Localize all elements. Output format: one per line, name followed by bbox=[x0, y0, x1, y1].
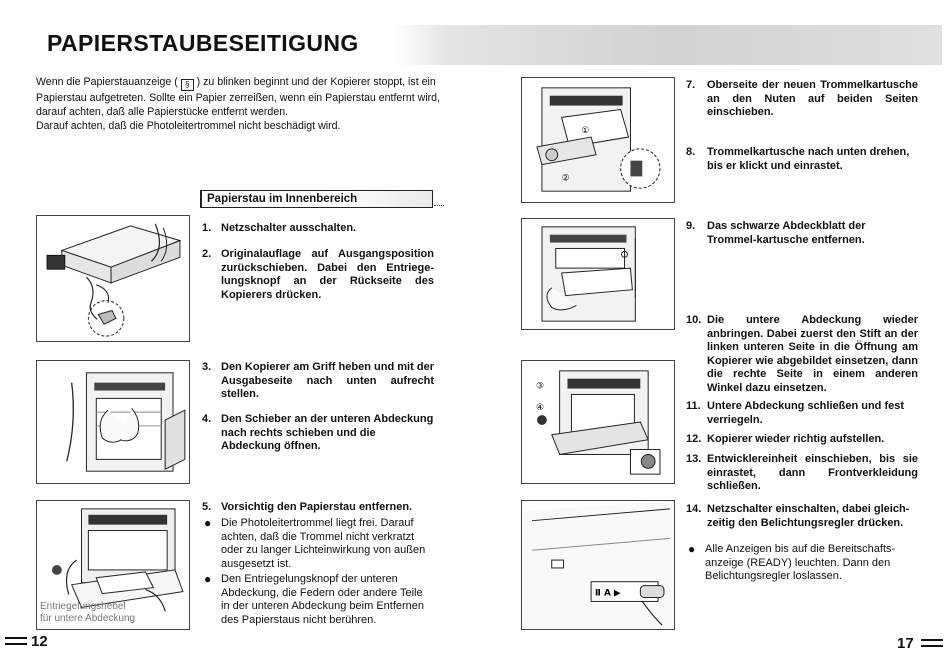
step-text: Den Kopierer am Griff heben und mit der Ausgabeseite nach unten aufrecht stellen. bbox=[221, 361, 434, 401]
step-7 bbox=[686, 79, 918, 120]
step-9 bbox=[686, 220, 918, 247]
section-title: Papierstau im Innenbereich bbox=[207, 193, 358, 205]
step-number: 2. bbox=[202, 248, 212, 260]
step-text: Entwicklereinheit einschieben, bis sie einrastet, dann Frontverkleidung schließen. bbox=[707, 453, 918, 493]
label-2: ② bbox=[561, 173, 570, 184]
caption-line-1: Entriegelungshebel bbox=[40, 601, 126, 612]
label-3: ③ bbox=[536, 381, 544, 392]
step-12 bbox=[686, 433, 918, 447]
step-number: 5. bbox=[202, 501, 212, 513]
cover-sheet-removal-illustration bbox=[522, 219, 674, 329]
step-text: Die untere Abdeckung wieder anbringen. Dabei zuerst den Stift an der linken unteren Seite in die Öffnung am Kopierer wie abgebildet einsetzen, dann die rechte Seite in einem anderen Winkel dazu einsetzen. bbox=[707, 314, 918, 394]
step-number: 7. bbox=[686, 79, 696, 91]
step-text: Oberseite der neuen Trommelkartusche an den Nuten auf beiden Seiten einschieben. bbox=[707, 79, 918, 119]
step-text: Trommelkartusche nach unten drehen, bis er klickt und einrastet. bbox=[707, 146, 910, 172]
step-2 bbox=[202, 248, 434, 302]
step-1 bbox=[202, 222, 432, 236]
step-8 bbox=[686, 146, 918, 173]
label-1: ① bbox=[581, 126, 590, 137]
step-14 bbox=[686, 503, 918, 530]
intro-text-start: Wenn die Papierstauanzeige ( bbox=[36, 76, 178, 88]
step-number: 14. bbox=[686, 503, 702, 515]
figure-step-10-13 bbox=[521, 360, 675, 484]
step-text: Originalauflage auf Ausgangsposition zurückschieben. Dabei den Entriege-lungsknopf an der Rückseite des Kopierers drücken. bbox=[221, 248, 434, 301]
figure-step-3-4 bbox=[36, 360, 190, 484]
intro-text-line2: Darauf achten, daß die Photoleitertrommel nicht beschädigt wird. bbox=[36, 120, 341, 132]
step-4 bbox=[202, 413, 434, 454]
intro-text-rest: ) zu blinken beginnt und der Kopierer stoppt, ist ein Papierstau aufgetreten. Sollte ein Papier zerreißen, wenn ein Papierstau entfernt wird, darauf achten, daß alle Papierstücke entfernt werden. bbox=[36, 76, 440, 118]
intro-paragraph bbox=[36, 75, 446, 133]
step-number: 1. bbox=[202, 222, 212, 234]
lower-cover-attach-illustration bbox=[522, 361, 674, 483]
step-number: 8. bbox=[686, 146, 696, 158]
bullet-ready-indicator bbox=[688, 543, 918, 584]
step-text: Den Schieber an der unteren Abdeckung nach rechts schieben und die Abdeckung öffnen. bbox=[221, 413, 434, 453]
step-text: Netzschalter einschalten, dabei gleich-zeitig den Belichtungsregler drücken. bbox=[707, 503, 910, 529]
copier-upright-illustration bbox=[37, 361, 189, 483]
figure-step-1-2 bbox=[36, 215, 190, 342]
paper-jam-indicator-icon: § bbox=[181, 79, 194, 91]
step-5 bbox=[202, 501, 434, 515]
step-number: 3. bbox=[202, 361, 212, 373]
drum-cartridge-insert-illustration bbox=[522, 78, 674, 202]
label-4: ④ bbox=[536, 403, 544, 414]
step-text: Kopierer wieder richtig aufstellen. bbox=[707, 433, 885, 445]
step-10 bbox=[686, 314, 918, 396]
step-13 bbox=[686, 453, 918, 494]
step-number: 12. bbox=[686, 433, 702, 445]
step-number: 13. bbox=[686, 453, 702, 465]
figure-step-9 bbox=[521, 218, 675, 330]
step-text: Untere Abdeckung schließen und fest verriegeln. bbox=[707, 400, 905, 426]
step-number: 10. bbox=[686, 314, 702, 326]
right-page-bars bbox=[921, 639, 943, 647]
bullet-dot: ● bbox=[204, 516, 212, 530]
bullet-dot: ● bbox=[204, 572, 212, 586]
control-panel-illustration bbox=[522, 501, 674, 629]
bullet-drum-warning bbox=[204, 517, 434, 571]
step-text: Netzschalter ausschalten. bbox=[221, 222, 357, 234]
left-page-bars bbox=[5, 637, 27, 645]
step-number: 9. bbox=[686, 220, 696, 232]
bullet-text: Die Photoleitertrommel liegt frei. Darauf achten, daß die Trommel nicht verkratzt oder zu langer Lichteinwirkung von außen ausgesetzt ist. bbox=[221, 517, 426, 570]
bullet-text: Alle Anzeigen bis auf die Bereitschafts-anzeige (READY) leuchten. Dann den Belichtungsregler loslassen. bbox=[705, 543, 896, 583]
bullet-dot: ● bbox=[688, 542, 696, 556]
bullet-text: Den Entriegelungsknopf der unteren Abdeckung, die Federn oder andere Teile in der unteren Abdeckung beim Entfernen des Papierstaus nicht berühren. bbox=[221, 573, 425, 626]
figure-step-7-8 bbox=[521, 77, 675, 203]
figure-step-14 bbox=[521, 500, 675, 630]
copier-top-illustration bbox=[37, 216, 189, 341]
bullet-release-warning bbox=[204, 573, 434, 627]
figure-caption bbox=[40, 601, 135, 625]
step-number: 4. bbox=[202, 413, 212, 425]
right-page-number: 17 bbox=[897, 635, 914, 652]
left-page-number: 12 bbox=[31, 633, 48, 650]
section-title-box bbox=[200, 190, 433, 208]
page-title: PAPIERSTAUBESEITIGUNG bbox=[47, 30, 359, 56]
step-11 bbox=[686, 400, 918, 427]
caption-line-2: für untere Abdeckung bbox=[40, 613, 136, 624]
step-3 bbox=[202, 361, 434, 402]
indicator-letters: Ⅱ A ▶ bbox=[595, 588, 621, 599]
step-number: 11. bbox=[686, 400, 701, 412]
step-text: Vorsichtig den Papierstau entfernen. bbox=[221, 501, 413, 513]
section-divider bbox=[434, 205, 444, 206]
step-text: Das schwarze Abdeckblatt der Trommel-kartusche entfernen. bbox=[707, 220, 866, 246]
